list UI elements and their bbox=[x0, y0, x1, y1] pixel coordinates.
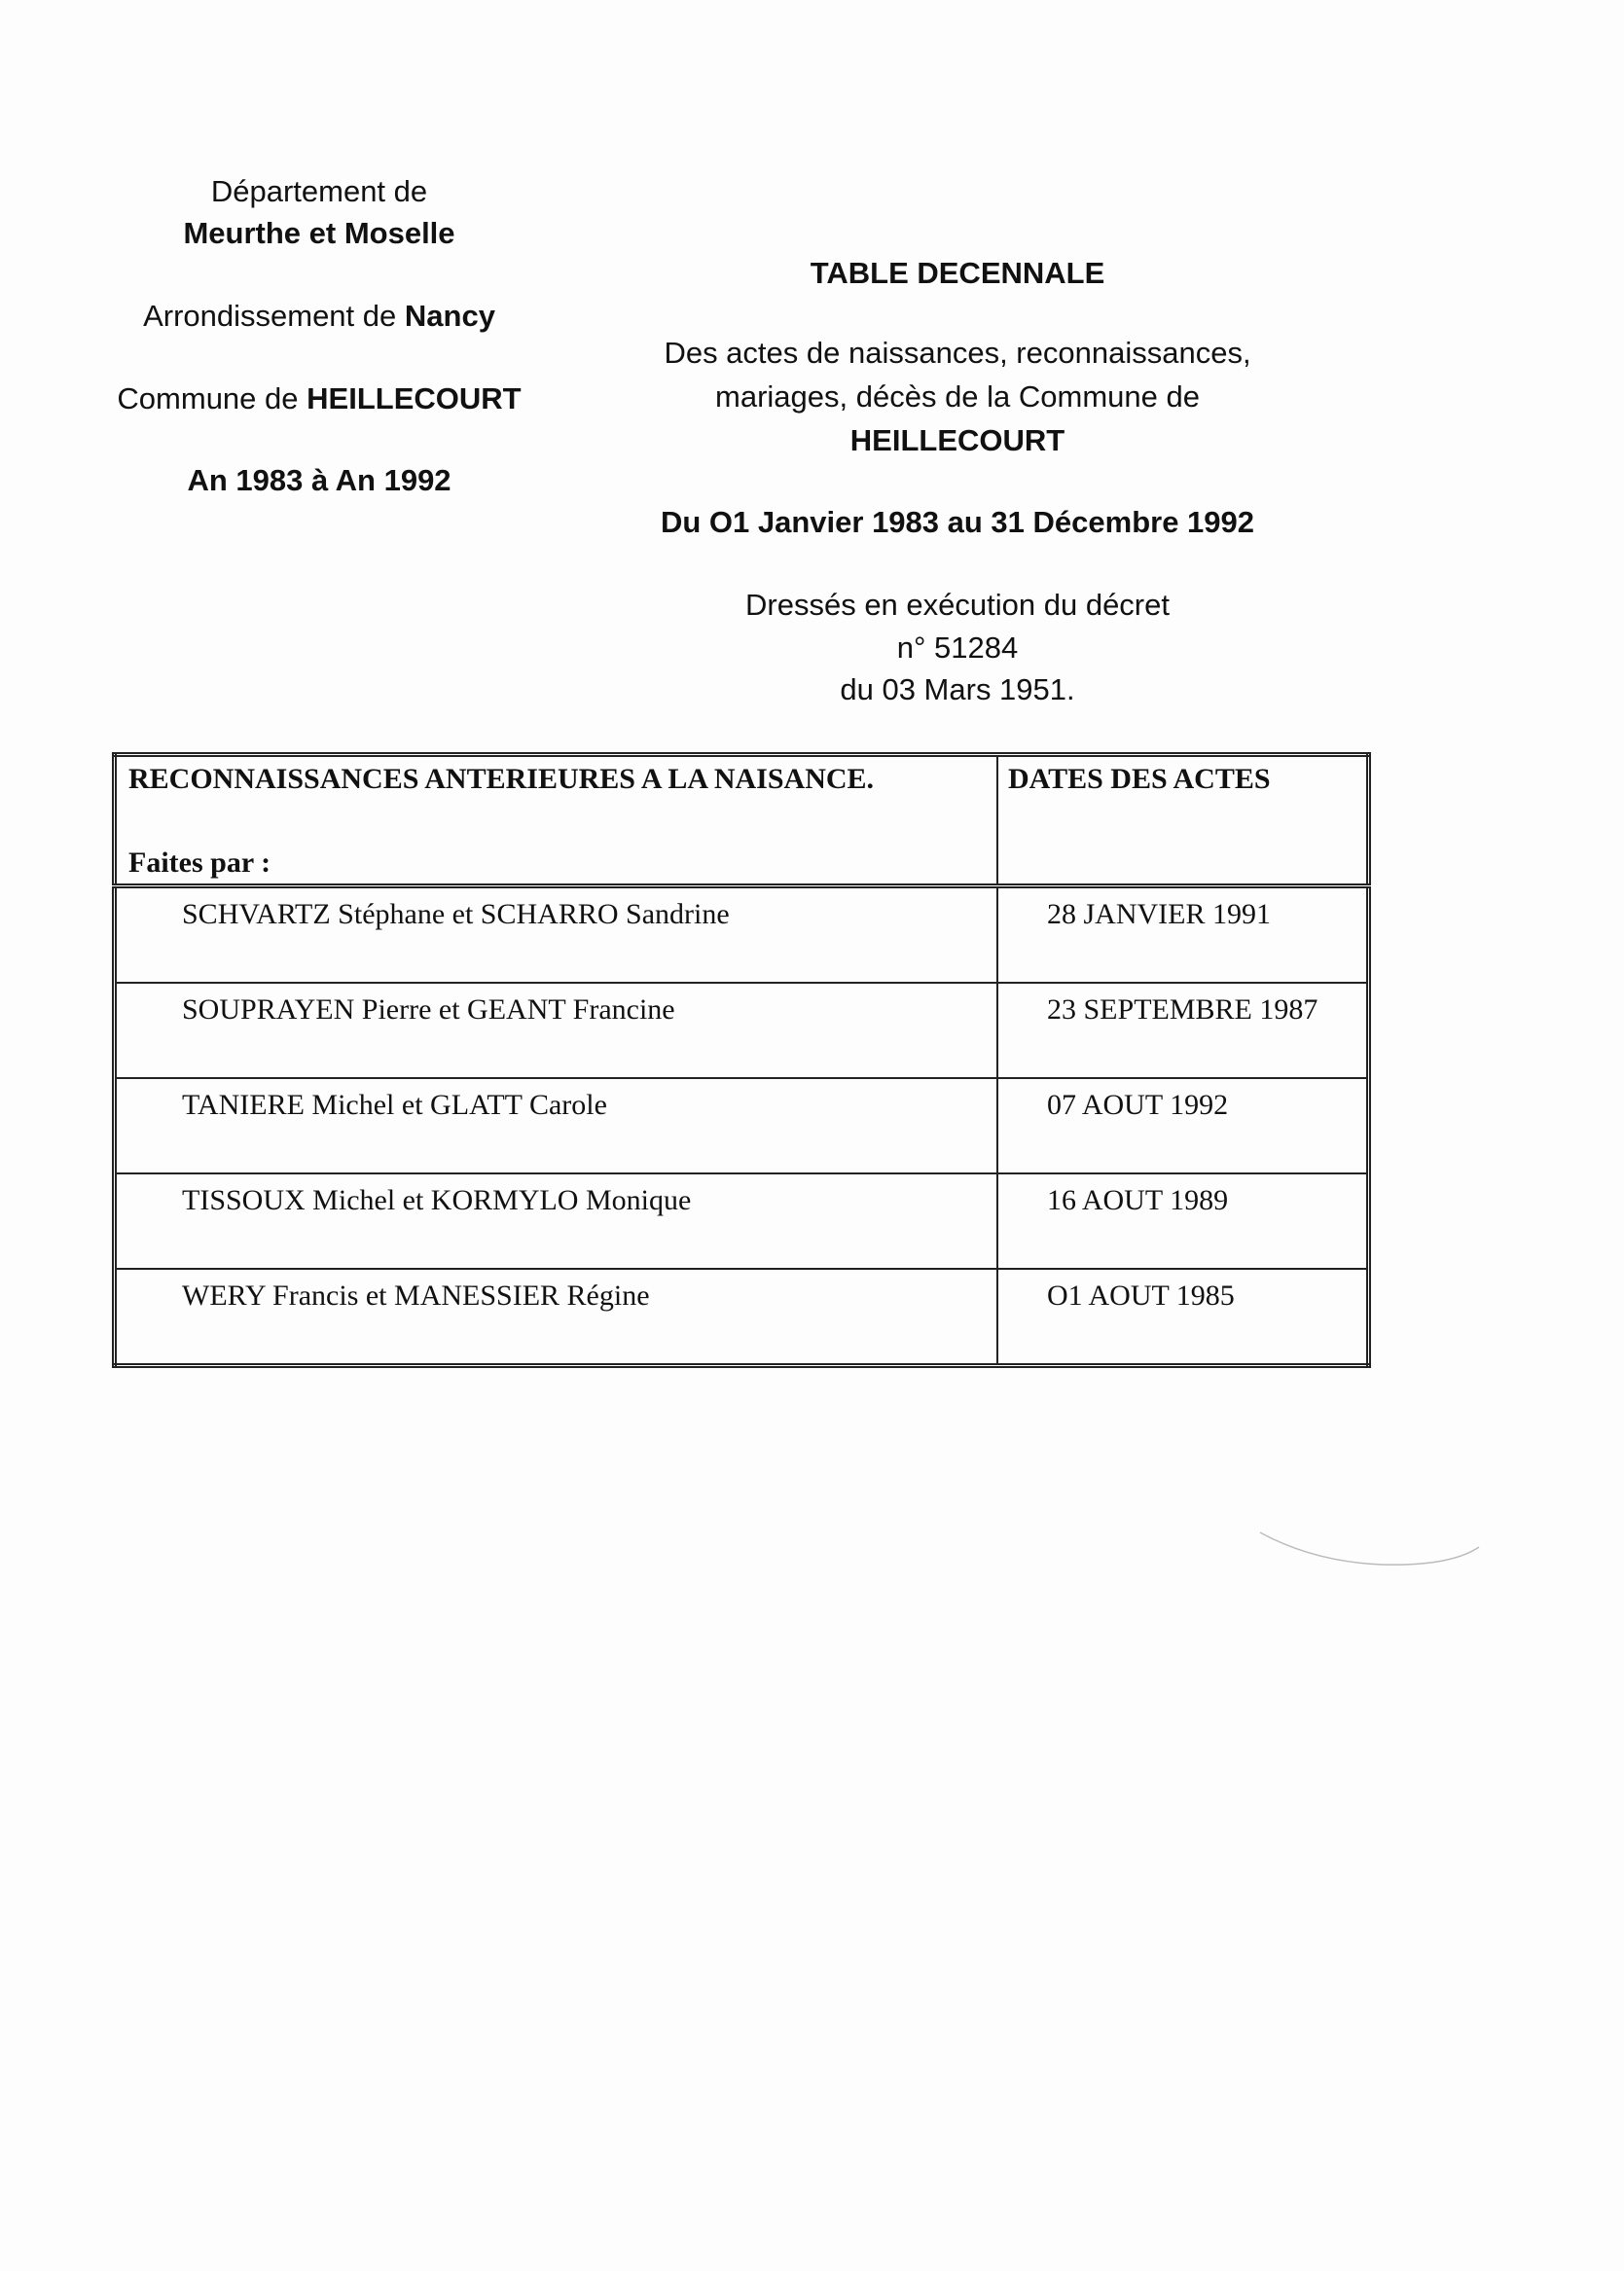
pencil-mark bbox=[1255, 1528, 1489, 1576]
header-subtitle: Faites par : bbox=[128, 847, 271, 879]
commune bbox=[117, 381, 521, 416]
decree-number: n° 51284 bbox=[896, 631, 1019, 665]
table-row bbox=[115, 1078, 1369, 1173]
row-names: TANIERE Michel et GLATT Carole bbox=[115, 1078, 998, 1173]
row-date: 07 AOUT 1992 bbox=[997, 1078, 1369, 1173]
date-range: Du O1 Janvier 1983 au 31 Décembre 1992 bbox=[660, 505, 1255, 539]
header-dates: DATES DES ACTES bbox=[997, 755, 1369, 886]
decree-date: du 03 Mars 1951. bbox=[840, 672, 1075, 706]
row-date: O1 AOUT 1985 bbox=[997, 1269, 1369, 1366]
commune-name: HEILLECOURT bbox=[307, 381, 522, 415]
description-commune: HEILLECOURT bbox=[849, 423, 1065, 457]
header-names-cell bbox=[115, 755, 998, 886]
arrondissement-name: Nancy bbox=[404, 299, 495, 333]
period: An 1983 à An 1992 bbox=[187, 463, 451, 497]
table-row bbox=[115, 983, 1369, 1078]
row-names: WERY Francis et MANESSIER Régine bbox=[115, 1269, 998, 1366]
table-row bbox=[115, 886, 1369, 984]
department-name: Meurthe et Moselle bbox=[183, 216, 455, 250]
department-label: Département de bbox=[210, 174, 428, 208]
table-row bbox=[115, 1269, 1369, 1366]
decree-line-1: Dressés en exécution du décret bbox=[745, 588, 1170, 622]
row-date: 23 SEPTEMBRE 1987 bbox=[997, 983, 1369, 1078]
arrondissement bbox=[143, 299, 495, 334]
row-date: 16 AOUT 1989 bbox=[997, 1173, 1369, 1269]
description-line-2: mariages, décès de la Commune de bbox=[715, 379, 1200, 414]
row-date: 28 JANVIER 1991 bbox=[997, 886, 1369, 984]
recognitions-table bbox=[112, 752, 1371, 1368]
table-header-row bbox=[115, 755, 1369, 886]
description-line-1: Des actes de naissances, reconnaissances, bbox=[664, 336, 1251, 370]
arrondissement-prefix: Arrondissement de bbox=[143, 299, 405, 333]
row-names: SCHVARTZ Stéphane et SCHARRO Sandrine bbox=[115, 886, 998, 984]
row-names: TISSOUX Michel et KORMYLO Monique bbox=[115, 1173, 998, 1269]
table-row bbox=[115, 1173, 1369, 1269]
row-names: SOUPRAYEN Pierre et GEANT Francine bbox=[115, 983, 998, 1078]
header-title: RECONNAISSANCES ANTERIEURES A LA NAISANCE. bbox=[128, 763, 875, 795]
document-title: TABLE DECENNALE bbox=[810, 256, 1105, 290]
commune-prefix: Commune de bbox=[117, 381, 307, 415]
